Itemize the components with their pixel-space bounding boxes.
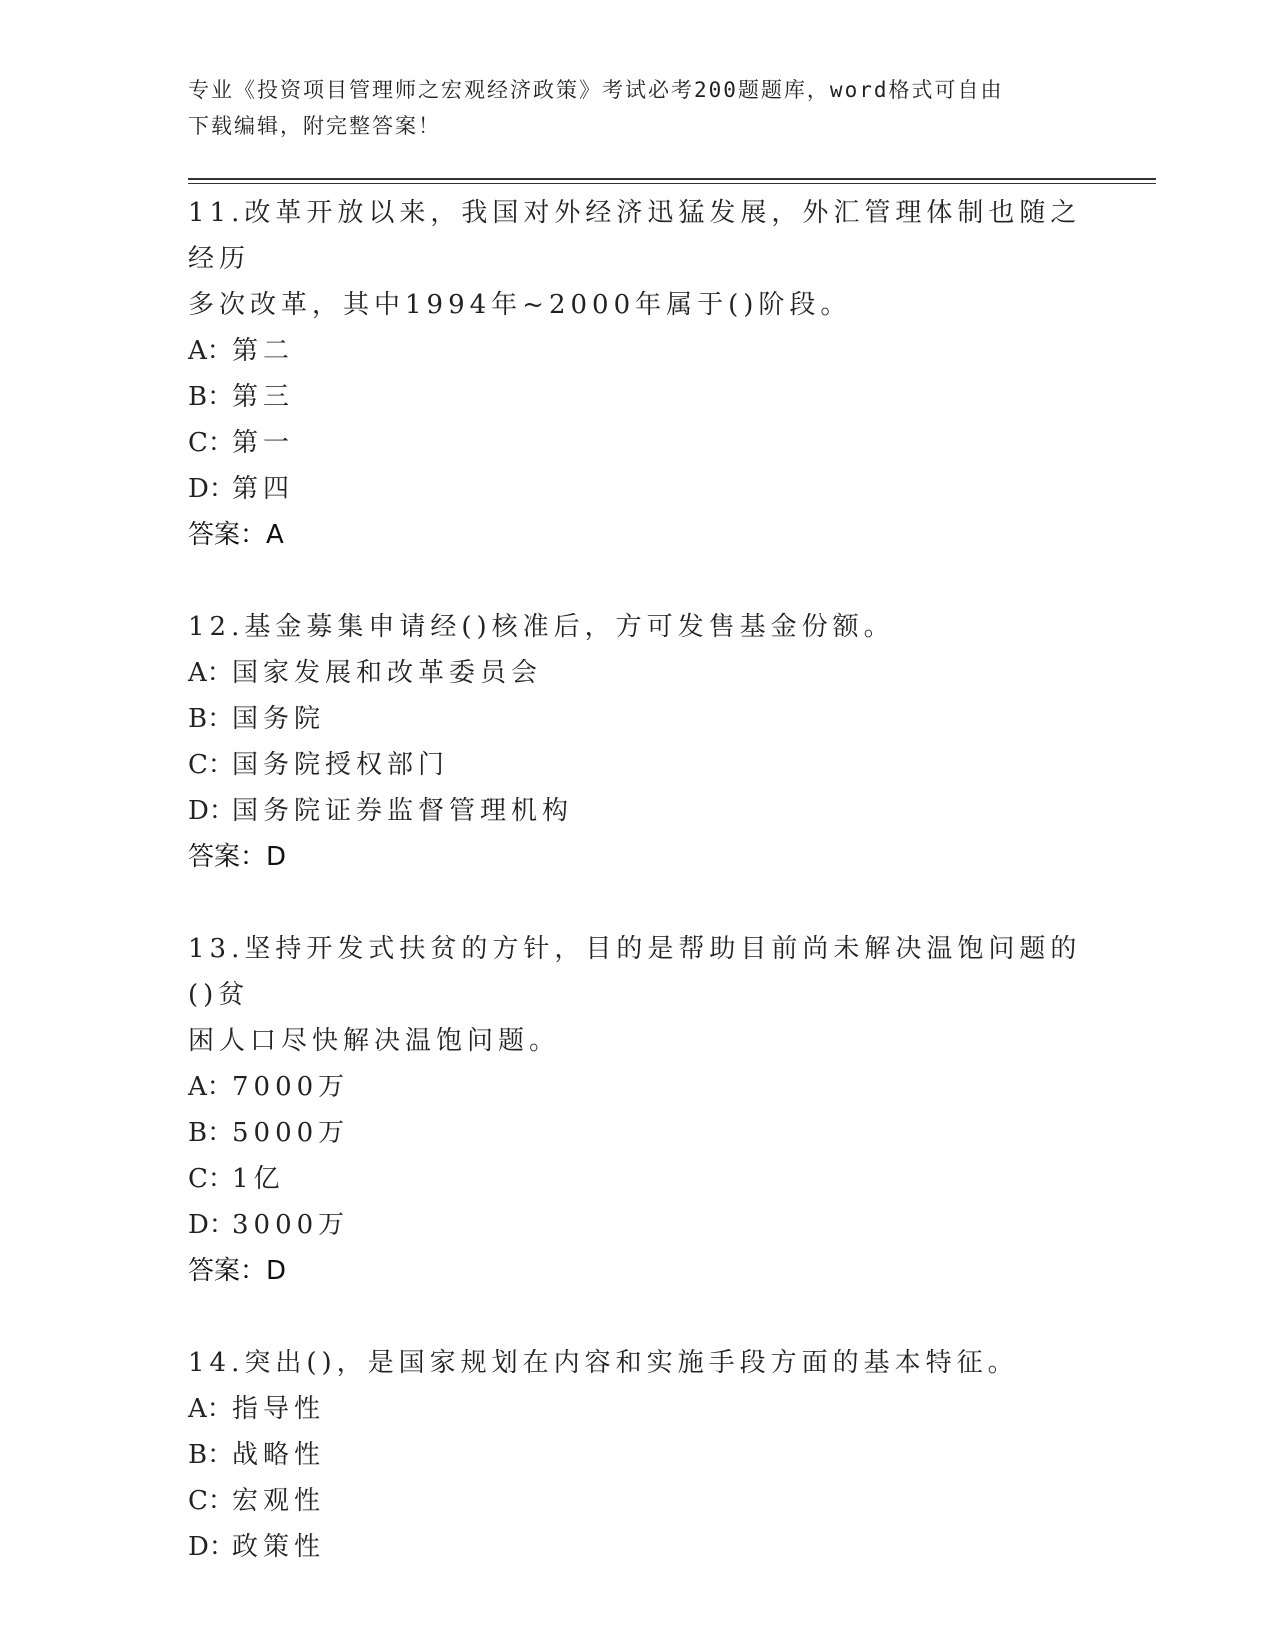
- option-label: D：: [188, 474, 235, 504]
- option-d: [188, 1524, 1088, 1570]
- option-label: D：: [188, 1532, 235, 1562]
- question-text-line: 困人口尽快解决温饱问题。: [188, 1026, 561, 1056]
- option-b: [188, 1110, 1088, 1156]
- option-a: [188, 328, 1088, 374]
- option-label: C：: [188, 1164, 234, 1194]
- option-d: [188, 1202, 1088, 1248]
- option-text: 1亿: [232, 1164, 285, 1194]
- answer-line: 答案：D: [188, 842, 287, 872]
- question-14: [188, 1340, 1088, 1570]
- option-c: [188, 742, 1088, 788]
- question-13-text: [188, 926, 1088, 1064]
- option-b: [188, 374, 1088, 420]
- question-12-text: [188, 604, 1088, 650]
- option-c: [188, 1478, 1088, 1524]
- question-text-line: 13.坚持开发式扶贫的方针，目的是帮助目前尚未解决温饱问题的()贫: [188, 934, 1082, 1010]
- option-text: 国务院授权部门: [232, 750, 450, 780]
- question-text-line: 14.突出()，是国家规划在内容和实施手段方面的基本特征。: [188, 1348, 1019, 1378]
- question-13: [188, 926, 1088, 1294]
- option-label: A：: [188, 336, 233, 366]
- option-label: B：: [188, 382, 234, 412]
- option-b: [188, 1432, 1088, 1478]
- option-text: 国务院: [232, 704, 326, 734]
- header-line-1: 专业《投资项目管理师之宏观经济政策》考试必考200题题库，word格式可自由: [188, 78, 1004, 102]
- header-divider-thick: [188, 178, 1156, 180]
- option-text: 第四: [232, 474, 295, 504]
- header-divider-thin: [188, 183, 1156, 184]
- option-text: 国务院证券监督管理机构: [232, 796, 574, 826]
- option-d: [188, 788, 1088, 834]
- option-label: C：: [188, 1486, 234, 1516]
- option-a: [188, 1386, 1088, 1432]
- option-text: 政策性: [232, 1532, 326, 1562]
- option-label: D：: [188, 796, 235, 826]
- option-label: B：: [188, 1440, 234, 1470]
- option-text: 7000万: [232, 1072, 350, 1102]
- option-text: 3000万: [232, 1210, 350, 1240]
- question-14-text: [188, 1340, 1088, 1386]
- option-b: [188, 696, 1088, 742]
- option-text: 第一: [232, 428, 295, 458]
- document-header: [188, 72, 1068, 144]
- option-text: 国家发展和改革委员会: [232, 658, 543, 688]
- option-text: 第二: [232, 336, 295, 366]
- option-label: A：: [188, 1394, 233, 1424]
- question-text-line: 12.基金募集申请经()核准后，方可发售基金份额。: [188, 612, 895, 642]
- option-c: [188, 1156, 1088, 1202]
- question-11-text: [188, 190, 1088, 328]
- question-text-line: 多次改革，其中1994年~2000年属于()阶段。: [188, 290, 852, 320]
- option-text: 第三: [232, 382, 295, 412]
- option-d: [188, 466, 1088, 512]
- option-label: B：: [188, 704, 234, 734]
- header-line-2: 下载编辑，附完整答案！: [188, 114, 441, 138]
- option-a: [188, 650, 1088, 696]
- question-11: [188, 190, 1088, 558]
- answer-line: 答案：A: [188, 520, 284, 550]
- option-label: D：: [188, 1210, 235, 1240]
- option-c: [188, 420, 1088, 466]
- option-label: A：: [188, 1072, 233, 1102]
- option-label: C：: [188, 428, 234, 458]
- option-text: 战略性: [232, 1440, 326, 1470]
- question-text-line: 11.改革开放以来，我国对外经济迅猛发展，外汇管理体制也随之经历: [188, 198, 1082, 274]
- option-text: 宏观性: [232, 1486, 326, 1516]
- option-a: [188, 1064, 1088, 1110]
- option-text: 指导性: [232, 1394, 326, 1424]
- question-12: [188, 604, 1088, 880]
- option-label: B：: [188, 1118, 234, 1148]
- question-list: [188, 190, 1088, 1616]
- option-label: A：: [188, 658, 233, 688]
- option-label: C：: [188, 750, 234, 780]
- option-text: 5000万: [232, 1118, 350, 1148]
- answer-line: 答案：D: [188, 1256, 287, 1286]
